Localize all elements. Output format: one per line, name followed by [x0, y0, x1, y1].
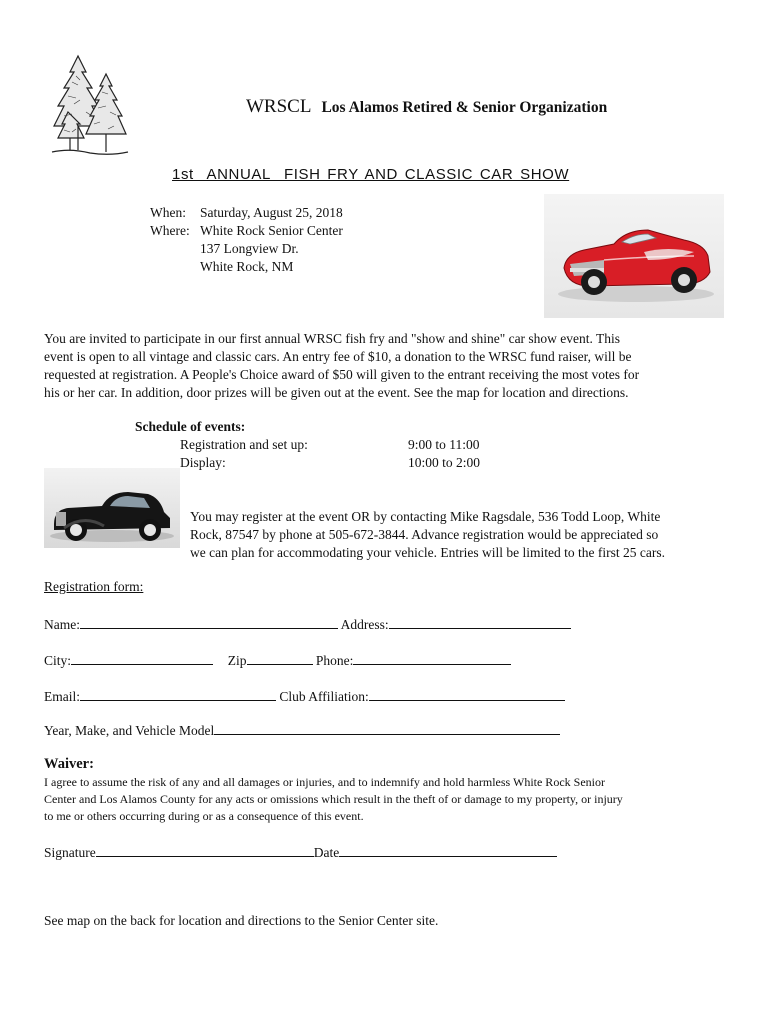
email-label: Email:	[44, 689, 80, 704]
phone-field[interactable]	[353, 650, 511, 665]
schedule-time: 10:00 to 2:00	[408, 455, 481, 470]
signature-label: Signature	[44, 845, 96, 860]
date-label: Date	[313, 845, 340, 860]
name-address-row	[44, 614, 571, 634]
event-title: 1st ANNUAL FISH FRY AND CLASSIC CAR SHOW	[172, 166, 570, 183]
intro-paragraph	[44, 330, 734, 402]
org-full-name: Los Alamos Retired & Senior Organization	[321, 99, 608, 116]
register-line: Rock, 87547 by phone at 505-672-3844. Advance registration would be appreciated so	[190, 527, 659, 542]
where-label: Where:	[150, 223, 190, 238]
where-value: White Rock Senior Center	[200, 223, 343, 238]
signature-row	[44, 842, 557, 862]
waiver-line: I agree to assume the risk of any and all damages or injuries, and to indemnify and hold harmless White Rock Senior	[44, 775, 605, 789]
red-classic-convertible-photo	[544, 194, 724, 318]
when-label: When:	[150, 205, 186, 220]
schedule-item	[180, 454, 480, 472]
signature-field[interactable]	[96, 842, 314, 857]
register-line: You may register at the event OR by contacting Mike Ragsdale, 536 Todd Loop, White	[190, 509, 661, 524]
register-line: we can plan for accommodating your vehicle. Entries will be limited to the first 25 cars.	[190, 545, 665, 560]
black-vintage-coupe-photo	[44, 468, 180, 548]
zip-field[interactable]	[247, 650, 313, 665]
footer-note: See map on the back for location and directions to the Senior Center site.	[44, 913, 439, 928]
intro-line: his or her car. In addition, door prizes will be given out at the event. See the map for location and directions.	[44, 385, 629, 400]
schedule-label: Registration and set up:	[180, 437, 308, 452]
zip-label: Zip	[227, 653, 247, 668]
intro-line: requested at registration. A People's Choice award of $50 will given to the entrant receiving the most votes for	[44, 367, 640, 382]
intro-line: event is open to all vintage and classic cars. An entry fee of $10, a donation to the WRSC fund raiser, will be	[44, 349, 632, 364]
club-affiliation-field[interactable]	[369, 686, 565, 701]
date-field[interactable]	[339, 842, 557, 857]
waiver-text	[44, 774, 623, 825]
event-details	[150, 204, 343, 276]
vehicle-row	[44, 720, 560, 740]
address-field[interactable]	[389, 614, 571, 629]
phone-label: Phone:	[315, 653, 354, 668]
registration-form-heading: Registration form:	[44, 579, 144, 594]
register-paragraph	[190, 508, 665, 562]
schedule-list	[180, 436, 480, 472]
city-field[interactable]	[71, 650, 213, 665]
org-header	[246, 96, 607, 118]
when-value: Saturday, August 25, 2018	[200, 205, 343, 220]
pine-trees-logo	[50, 52, 130, 158]
address-label: Address:	[340, 617, 389, 632]
club-affiliation-label: Club Affiliation:	[279, 689, 369, 704]
city-zip-phone-row	[44, 650, 511, 670]
name-label: Name:	[44, 617, 80, 632]
waiver-heading: Waiver:	[44, 756, 94, 772]
city-label: City:	[44, 653, 72, 668]
org-short-name: WRSCL	[246, 96, 312, 117]
schedule-heading: Schedule of events:	[135, 419, 246, 434]
waiver-line: Center and Los Alamos County for any acts or omissions which result in the theft of or damage to my property, or injury	[44, 792, 623, 806]
schedule-item	[180, 436, 480, 454]
vehicle-field[interactable]	[214, 720, 560, 735]
email-club-row	[44, 686, 565, 706]
schedule-time: 9:00 to 11:00	[408, 437, 480, 452]
intro-line: You are invited to participate in our first annual WRSC fish fry and "show and shine" car show event. This	[44, 331, 621, 346]
schedule-label: Display:	[180, 455, 226, 470]
waiver-line: to me or others occurring during or as a consequence of this event.	[44, 809, 364, 823]
name-field[interactable]	[80, 614, 338, 629]
email-field[interactable]	[80, 686, 276, 701]
address-line-1: 137 Longview Dr.	[200, 241, 299, 256]
vehicle-label: Year, Make, and Vehicle Model	[44, 723, 215, 738]
address-line-2: White Rock, NM	[200, 259, 294, 274]
